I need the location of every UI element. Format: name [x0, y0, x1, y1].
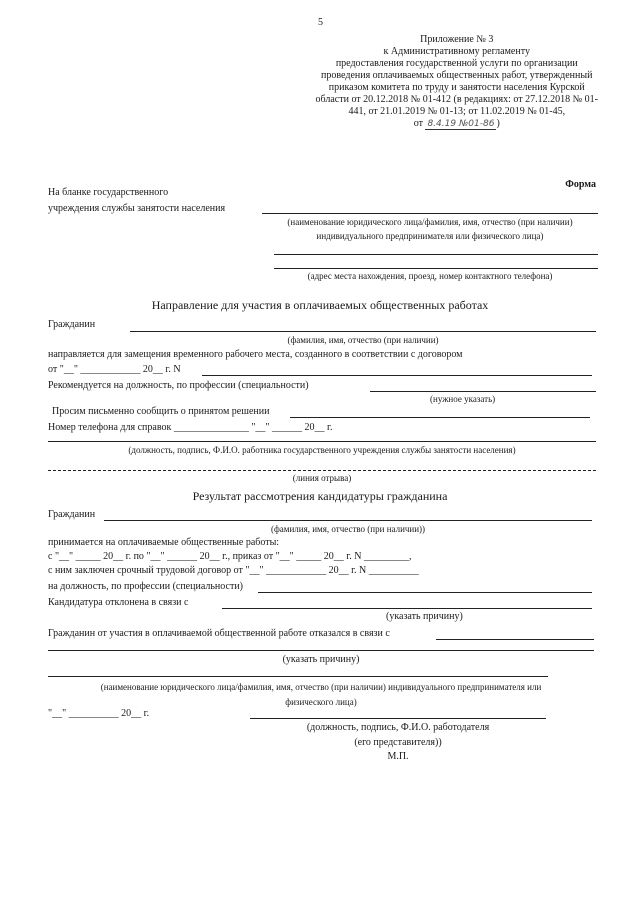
employer-name-line[interactable] — [262, 213, 598, 214]
employer-caption-2: индивидуального предпринимателя или физического лица) — [316, 231, 544, 241]
citizen-label-2: Гражданин — [48, 509, 96, 520]
blank-note-1: На бланке государственного — [48, 187, 169, 198]
stamp-label: М.П. — [387, 751, 409, 762]
blank-note-2: учреждения службы занятости населения — [48, 203, 226, 214]
form-label: Форма — [565, 179, 596, 190]
rejected-label: Кандидатура отклонена в связи с — [48, 597, 189, 608]
citizen-fio-line-2[interactable] — [104, 520, 592, 521]
header-line: 441, от 21.01.2019 № 01-13; от 11.02.2019 № 01-45, — [348, 106, 566, 117]
reason-caption-2: (указать причину) — [282, 654, 360, 665]
contract-from: от "__" ____________ 20__ г. N — [48, 364, 181, 375]
header-line: области от 20.12.2018 № 01-412 (в редакциях: от 27.12.2018 № 01- — [315, 94, 598, 105]
tear-line — [48, 470, 596, 471]
refused-label: Гражданин от участия в оплачиваемой общественной работе отказался в связи с — [48, 628, 390, 639]
header-line: Приложение № 3 — [420, 34, 494, 45]
citizen-fio-line[interactable] — [130, 331, 596, 332]
header-line-last — [316, 118, 598, 130]
decision-line[interactable] — [290, 417, 590, 418]
fio-caption-2: (фамилия, имя, отчество (при наличии)) — [270, 524, 426, 534]
position-label: на должность, по профессии (специальности) — [48, 581, 243, 592]
sign-caption-2: (его представителя)) — [354, 737, 442, 748]
phone-line: Номер телефона для справок _______________ "__" ______ 20__ г. — [48, 422, 333, 433]
position-line[interactable] — [258, 592, 592, 593]
official-caption: (должность, подпись, Ф.И.О. работника государственного учреждения службы занятости населения) — [128, 445, 516, 455]
employer-caption-1b: (наименование юридического лица/фамилия, имя, отчество (при наличии) индивидуального предпринимателя или — [100, 682, 542, 692]
recommended-label: Рекомендуется на должность, по профессии (специальности) — [48, 380, 309, 391]
employment-contract: с ним заключен срочный трудовой договор от "__" ____________ 20__ г. N __________ — [48, 565, 419, 576]
refused-reason-line-2[interactable] — [48, 650, 594, 651]
address-line-1[interactable] — [274, 254, 598, 255]
appendix-header — [316, 34, 598, 130]
section2-title: Результат рассмотрения кандидатуры гражданина — [192, 489, 448, 503]
recommended-position-line[interactable] — [370, 391, 596, 392]
signature-date: "__" __________ 20__ г. — [48, 708, 150, 719]
header-line: проведения оплачиваемых общественных работ, утвержденный — [321, 70, 593, 81]
tear-caption: (линия отрыва) — [292, 473, 352, 483]
header-line: к Административному регламенту — [383, 46, 530, 57]
employer-line[interactable] — [48, 676, 548, 677]
header-line: приказом комитета по труду и занятости населения Курской — [328, 82, 585, 93]
official-line[interactable] — [48, 441, 596, 442]
header-line: предоставления государственной услуги по организации — [335, 58, 578, 69]
reason-caption-1: (указать причину) — [386, 611, 463, 622]
work-period: с "__" _____ 20__ г. по "__" ______ 20__ г., приказ от "__" _____ 20__ г. N _________, — [48, 551, 412, 562]
rejected-reason-line[interactable] — [222, 608, 592, 609]
address-caption: (адрес места нахождения, проезд, номер контактного телефона) — [307, 271, 553, 281]
refused-reason-line[interactable] — [436, 639, 594, 640]
accepted-text: принимается на оплачиваемые общественные работы: — [48, 537, 280, 548]
needed-caption: (нужное указать) — [430, 394, 496, 404]
sent-text: направляется для замещения временного рабочего места, созданного в соответствии с договором — [48, 349, 463, 360]
signature-line[interactable] — [250, 718, 546, 719]
employer-caption-1: (наименование юридического лица/фамилия, имя, отчество (при наличии) — [287, 217, 573, 227]
contract-number-line[interactable] — [202, 375, 592, 376]
employer-caption-2b: физического лица) — [285, 697, 357, 707]
page-number: 5 — [318, 17, 323, 28]
address-line-2[interactable] — [274, 268, 598, 269]
please-inform: Просим письменно сообщить о принятом решении — [52, 406, 270, 417]
fio-caption: (фамилия, имя, отчество (при наличии) — [287, 335, 439, 345]
section1-title: Направление для участия в оплачиваемых общественных работах — [151, 298, 489, 312]
header-suffix: ) — [496, 118, 500, 129]
header-prefix: от — [413, 118, 423, 129]
handwritten-date: 8.4.19 №01-86 — [427, 119, 495, 129]
sign-caption-1: (должность, подпись, Ф.И.О. работодателя — [306, 722, 490, 733]
citizen-label: Гражданин — [48, 319, 96, 330]
